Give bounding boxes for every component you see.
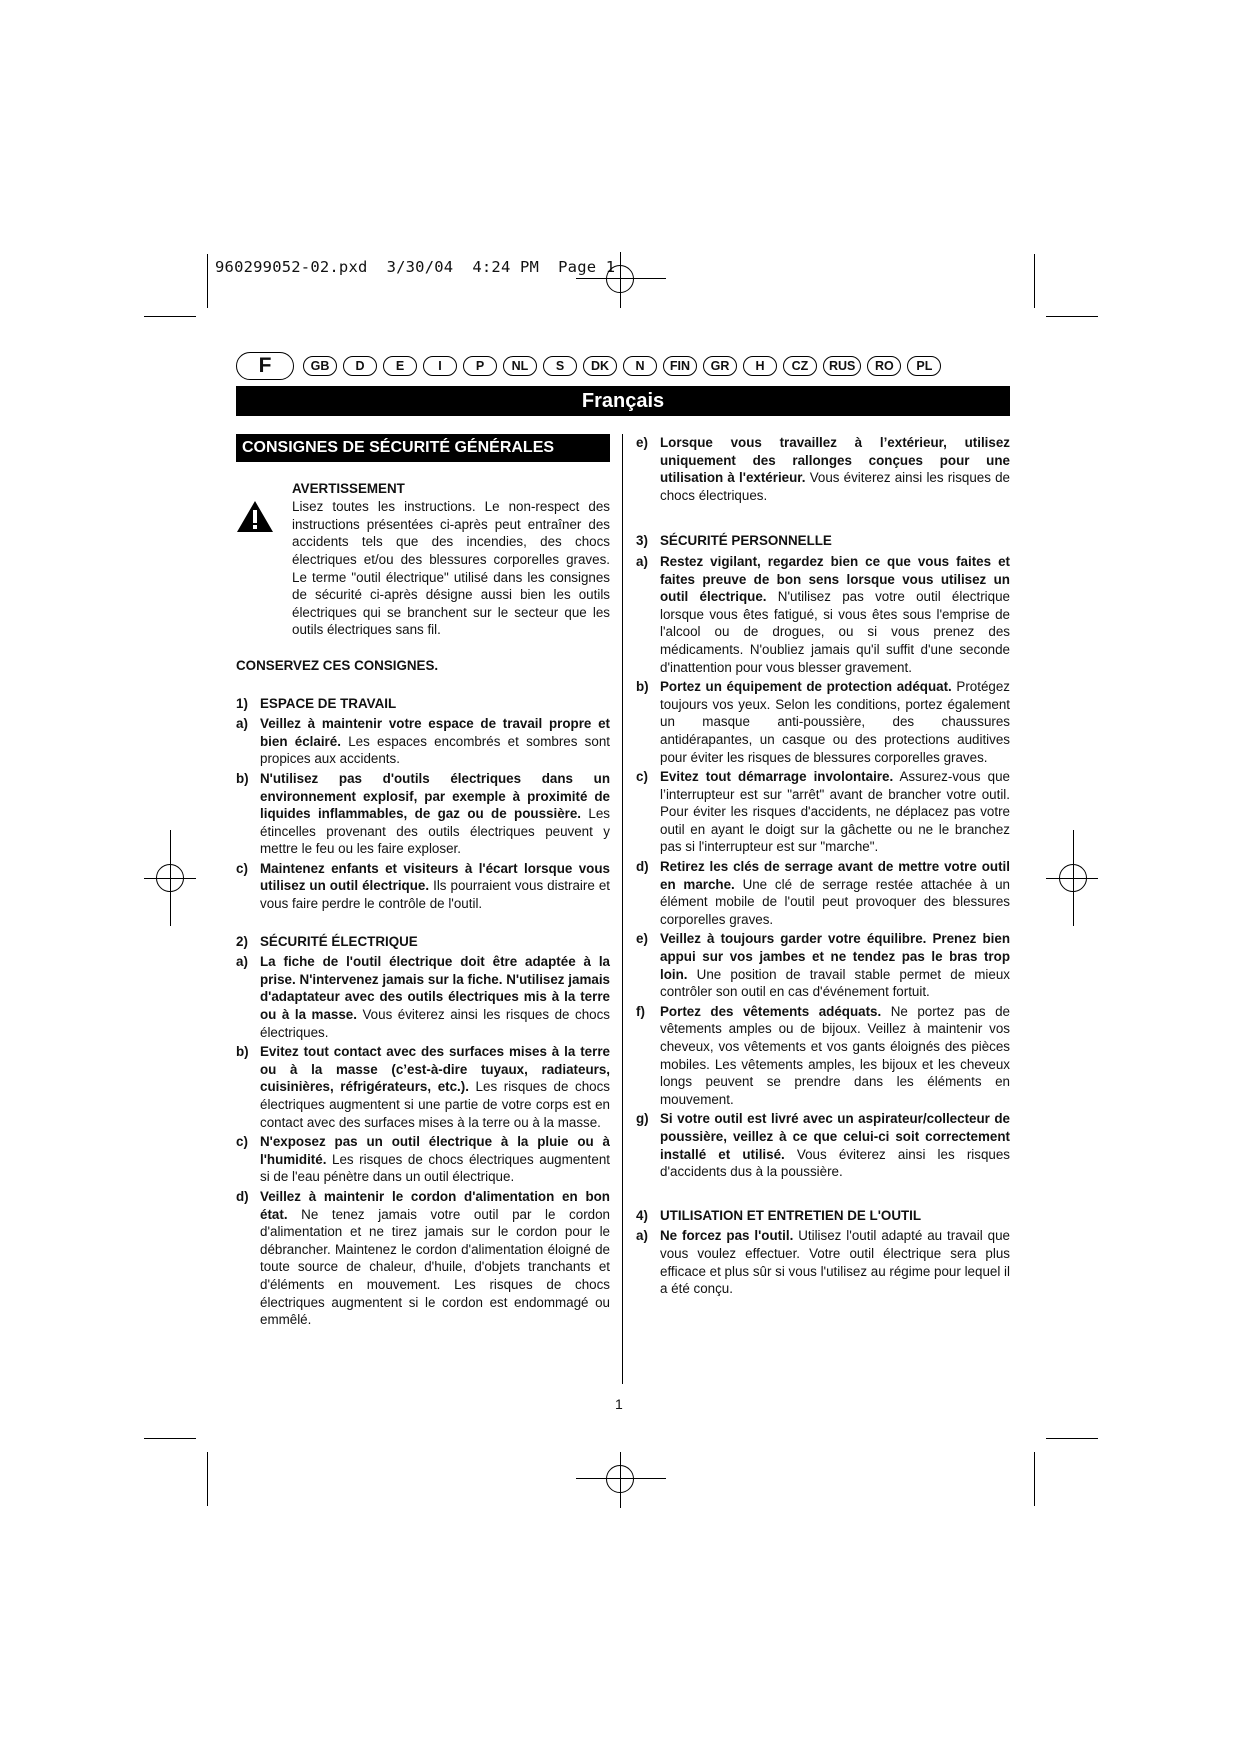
list-item: a) La fiche de l'outil électrique doit être adaptée à la prise. N'intervenez jamais sur la fiche. N'utilisez jamais d'adaptateur avec des outils électriques mis à la terre ou à la masse. Vous éviterez ainsi les risques de chocs électriques. — [236, 954, 610, 1040]
language-tab-i[interactable]: I — [423, 356, 457, 376]
left-column — [236, 434, 610, 1331]
list-item: a) Ne forcez pas l'outil. Utilisez l'outil adapté au travail que vous voulez effectuer. Votre outil électrique sera plus efficace et plus sûr si vous l'utilisez au régime pour lequel il a été conçu. — [636, 1228, 1010, 1297]
section-heading-3: 3) SÉCURITÉ PERSONNELLE — [636, 533, 832, 549]
language-tab-s[interactable]: S — [543, 356, 577, 376]
section-heading-1: 1) ESPACE DE TRAVAIL — [236, 695, 397, 711]
column-divider — [622, 434, 623, 1384]
list-item: c) N'exposez pas un outil électrique à la pluie ou à l'humidité. Les risques de chocs électriques augmentent si de l'eau pénètre dans un outil électrique. — [236, 1134, 610, 1185]
page-title: Français — [236, 386, 1010, 416]
list-item: g) Si votre outil est livré avec un aspirateur/collecteur de poussière, veillez à ce que celui-ci soit correctement installé et utilisé. Vous éviterez ainsi les risques d'accidents dus à la poussière. — [636, 1111, 1010, 1180]
language-tab-fin[interactable]: FIN — [663, 356, 697, 376]
section-heading-2: 2) SÉCURITÉ ÉLECTRIQUE — [236, 933, 418, 949]
language-tab-e[interactable]: E — [383, 356, 417, 376]
language-tab-pl[interactable]: PL — [907, 356, 941, 376]
section-heading: CONSIGNES DE SÉCURITÉ GÉNÉRALES — [236, 434, 610, 462]
list-item: f) Portez des vêtements adéquats. Ne portez pas de vêtements amples ou de bijoux. Veillez à maintenir vos cheveux, vos vêtements et vos gants éloignés des pièces mobiles. Les vêtements amples, les bijoux et les cheveux longs peuvent se prendre dans les éléments en mouvement. — [636, 1003, 1010, 1107]
language-tab-dk[interactable]: DK — [583, 356, 617, 376]
warning-text: Lisez toutes les instructions. Le non-respect des instructions présentées ci-après peut entraîner des accidents tels que des incendies, des chocs électriques et/ou des blessures corporelles graves. Le terme "outil électrique" utilisé dans les consignes de sécurité ci-après désigne aussi bien les outils électriques qui se branchent sur le secteur que les outils électriques sans fil. — [292, 499, 610, 638]
language-tab-n[interactable]: N — [623, 356, 657, 376]
list-item: d) Veillez à maintenir le cordon d'alimentation en bon état. Ne tenez jamais votre outil par le cordon d'alimentation et ne tirez jamais sur le cordon pour le débrancher. Maintenez le cordon d'alimentation éloigné de toute source de chaleur, d'huile, d'objets tranchants et d'éléments en mouvement. Les risques de chocs électriques augmentent si le cordon est endommagé ou emmêlé. — [236, 1188, 610, 1328]
warning-title: AVERTISSEMENT — [292, 480, 405, 496]
list-item: e) Veillez à toujours garder votre équilibre. Prenez bien appui sur vos jambes et ne tendez pas le bras trop loin. Une position de travail stable permet de mieux contrôler son outil en cas d'événement fortuit. — [636, 931, 1010, 1000]
list-item: b) N'utilisez pas d'outils électriques dans un environnement explosif, par exemple à proximité de liquides inflammables, de gaz ou de poussière. Les étincelles provenant des outils électriques peuvent y mettre le feu ou les faire exploser. — [236, 770, 610, 857]
language-tab-p[interactable]: P — [463, 356, 497, 376]
language-tabs — [236, 352, 947, 380]
page-number: 1 — [615, 1396, 623, 1412]
language-tab-nl[interactable]: NL — [503, 356, 537, 376]
language-tab-f[interactable]: F — [236, 352, 294, 380]
right-column — [636, 434, 1010, 1300]
language-tab-cz[interactable]: CZ — [783, 356, 817, 376]
list-item: b) Portez un équipement de protection adéquat. Protégez toujours vos yeux. Selon les conditions, portez également un masque anti-poussière, des chaussures antidérapantes, un casque ou des protections auditives pour éviter les risques de blessures corporelles graves. — [636, 679, 1010, 765]
language-tab-gr[interactable]: GR — [703, 356, 737, 376]
warning-block — [236, 480, 610, 639]
warning-icon — [236, 480, 280, 639]
language-tab-d[interactable]: D — [343, 356, 377, 376]
language-tab-ro[interactable]: RO — [867, 356, 901, 376]
language-tab-h[interactable]: H — [743, 356, 777, 376]
list-item: a) Veillez à maintenir votre espace de travail propre et bien éclairé. Les espaces encombrés et sombres sont propices aux accidents. — [236, 716, 610, 767]
list-item: b) Evitez tout contact avec des surfaces mises à la terre ou à la masse (c’est-à-dire tuyaux, radiateurs, cuisinières, réfrigérateurs, etc.). Les risques de chocs électriques augmentent si une partie de votre corps est en contact avec des surfaces mises à la terre ou à la masse. — [236, 1044, 610, 1130]
list-item: e) Lorsque vous travaillez à l’extérieur, utilisez uniquement des rallonges conçues pour une utilisation à l'extérieur. Vous éviterez ainsi les risques de chocs électriques. — [636, 435, 1011, 503]
language-tab-gb[interactable]: GB — [303, 356, 337, 376]
list-item: c) Evitez tout démarrage involontaire. Assurez-vous que l’interrupteur est sur "arrêt" avant de brancher votre outil. Pour éviter les risques d'accidents, ne déplacez pas votre outil en ayant le doigt sur la gâchette ou ne le branchez pas si l'interrupteur est sur "marche". — [636, 769, 1010, 855]
keep-instructions: CONSERVEZ CES CONSIGNES. — [236, 657, 439, 673]
section-heading-4: 4) UTILISATION ET ENTRETIEN DE L'OUTIL — [636, 1207, 922, 1223]
print-slug: 960299052-02.pxd 3/30/04 4:24 PM Page 1 — [215, 258, 616, 276]
list-item: a) Restez vigilant, regardez bien ce que vous faites et faites preuve de bon sens lorsque vous utilisez un outil électrique. N'utilisez pas votre outil électrique lorsque vous êtes fatigué, si vous êtes sous l'emprise de l'alcool ou de drogues, ou si vous prenez des médicaments. N'oubliez jamais qu'il suffit d'une seconde d'inattention pour vous blesser gravement. — [636, 553, 1010, 675]
list-item: c) Maintenez enfants et visiteurs à l'écart lorsque vous utilisez un outil électrique. Ils pourraient vous distraire et vous faire perdre le contrôle de l'outil. — [236, 860, 610, 912]
language-tab-rus[interactable]: RUS — [823, 356, 861, 376]
list-item: d) Retirez les clés de serrage avant de mettre votre outil en marche. Une clé de serrage restée attachée à un élément mobile de l'outil peut provoquer des blessures corporelles graves. — [636, 859, 1010, 927]
